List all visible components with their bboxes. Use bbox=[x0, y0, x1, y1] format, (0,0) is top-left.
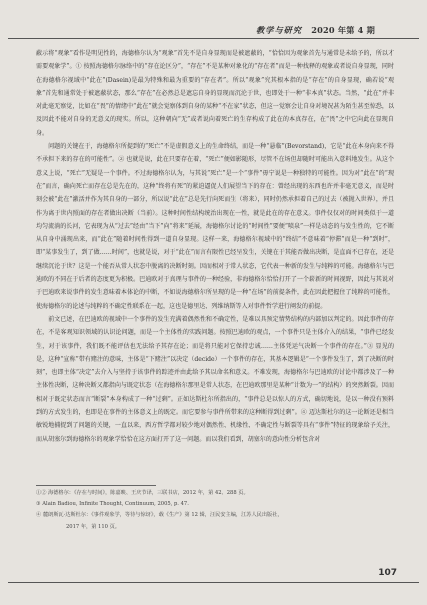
footnote: ③ Alain Badiou, Infinite Thought, Continuum, 2005, p. 47. bbox=[36, 501, 189, 508]
footnotes bbox=[36, 488, 394, 533]
footer-rule bbox=[8, 582, 419, 583]
header-rule bbox=[8, 38, 419, 39]
journal-name: 教学与研究 bbox=[256, 25, 303, 35]
running-header bbox=[0, 13, 427, 41]
paragraph: 蔽示将“观象”看作是明见性的，海德格尔认为“观象”首先不是自身显现而是被遮蔽的，“恰恰因为观象首先与通常是未给予的，所以才需要观象学”。① 按照海德格尔脉络中的“存在论区分”，“存在”不是某种对象化的“存在者”而是一种找释的观象或者说自身显现，同时在海德格尔视域中“此在”(Dasein)是最为特殊和最为重要的“存在者”。所以“观象”究其根本指的是“存在”的自身显现，确若说“观象”首先和通常处于被遮蔽状态，那么“存在”在必然总是遮忘自身的显现而沉沦于世，也即处于一种“非本真”状态。当然，“此在”并非对此毫无察觉，比如在“畏”的情绪中“此在”就会觉察体到自身的某种“不在家”状态，但这一觉察会让自身对境况甚为陌生甚至惊恐，以及因此不能对自身的无意义的现实。所以，这种朝向“无”或者说向着死亡的生存构成了此在的本真存在，在“畏”之中它向此在显现自身。 bbox=[36, 50, 394, 137]
page-number: 107 bbox=[378, 568, 397, 578]
issue-label: 2020 年第 4 期 bbox=[311, 25, 375, 35]
article-body bbox=[36, 47, 394, 446]
paragraph: 问题的关键在于，海德格尔所提到的“死亡”不是虚假意义上的生命终结，而是一种“悬临”(Bevorstand)，它是“此在本身向来不得不承担下来的存在的可能性”。② 也就是说，此在只要存在着，“死亡”便如影随形，尽管不在场但却随时可能出入意料地发生。从这个意义上说，“死亡”无疑是一个事件。不过海德格尔认为，与其说“死亡”是一个“事件”毋宁说是一种独特的可能性。因为对“此在”的“现在”而言，确向死亡而存在总是先在的，这种“终将有死”的紧迫逼促人们展望当下的存在：曾经出现的东西也许并非毫无意义，而是时刻会被“此在”激活并作为其自身的一部分，所以说“此在”总是先行向死而生（将来），同时仍然承担着自己的过去（被抛入世界），并且作为离于世内照面的存在者做出决断（当前）。这种时间性结构统治出现在一性，就是此在的存在意义。事件仅仅对的时间类似于一道均匀流淌的长河，它表现为从“过去”经由“当下”向“将来”延展，海德格尔讨论的“时间性”要便“喷泉”一样是动态的与发生性的，它不断从自身中涌现出来，而“此在”随着时间性得到一道自身显现。这样一来，海德格尔视域中的“终结”不意味着“停滞”而是一种“到时”，即“某事发生了，到了做……时间”，也就是说，对于“此在”而言有限性已经呈发生，关键在于其能否做出决断，是直面不已存在，还是继续沉沦于世？这是一个能否从常人状态中脱离的决断时刻。因而相对于常人状态，它代表一种新的发生与纯粹的可能。海德格尔与巴迪欧的不同在于后者的态度更为积极。巴迪欧对于真理与事件的一种经验，非海德格尔恰恰打开了一个崭新的时间视野，因此与其说对于巴迪欧来说事件的发生意味着本体论的中断，不如说海德格尔所呈现的是一种“在场”的前提条件，此在因此把握住了纯粹的可能性，使海德格尔的论述与纯粹的不确定性联系在一起，这也是德里达、列维纳斯等人对事件哲学进行阐发的前提。 bbox=[36, 143, 394, 310]
paragraph: 前文已述，在巴迪欧的视域中一个事件的发生充满着偶然性和不确定性，是难以具预定情势结构的内部加以判定的。因此事件的存在，不是客观知识领域的认识论问题，而是一个主体性的实践问题。按照巴迪欧的观点，一个事件只是主体介入的结果，“事件已经发生，对于该事件，我们既不能评估也无法给予其存在论；而是将只能对它保持忠诚……主体凭运气决断一个事件的存在。”③ 显见的是，这种“宣称”带有赌注的意味，主体是“下赌注”以决定（decide）一个事件的存在，其基本逻辑是“一个事件发生了，到了决断的时刻”，也即主体“决定”去介入与坚持于该事件的踪迹并由此给予其以命名和意义。不难发现，海德格尔与巴迪欧的讨论中都涉及了一种主体性决断，这种决断又都指向与既定状态（在海德格尔那里是常人状态，在巴迪欧那里是某种“计数为一”的结构）的突然断裂。因而相对于既定状态而言“断裂”本身构成了一种“过剩”。正如达斯杜尔所指出的，“事件总是以惊人的方式，确切地说，是以一种没有预料到的方式发生的，也即是在事件的主体意义上的既定。而它要参与事件所带来的这种断得到过剩”。④ 迈达斯杜尔的这一论断还是相当敏锐地捕捉到了问题的关键，一直以来，西方哲学都对较少地对偶然性、机缘性、不确定性与断裂等具有“事件”特征的现象给予关注，而从胡塞尔到海德格尔的观象学恰恰在这方面打开了这一问题。而以我们看到，胡塞尔的意向性分析包含对 bbox=[36, 315, 394, 443]
footnote: ④ 麓朗斯瓦·达斯杜尔：《事件观象学，等待与惊讶》，载《生产》第 12 辑，汪民安主编，江苏人民出版社， bbox=[36, 512, 283, 519]
header-title bbox=[256, 25, 375, 36]
footnote: ①② 海德格尔：《存在与时间》，陈嘉映、王庆节译，三联书店，2012 年，第 42、288 页。 bbox=[36, 490, 249, 496]
footnote-separator bbox=[36, 485, 156, 486]
footnote-continuation: 2017 年，第 110 页。 bbox=[66, 523, 120, 530]
